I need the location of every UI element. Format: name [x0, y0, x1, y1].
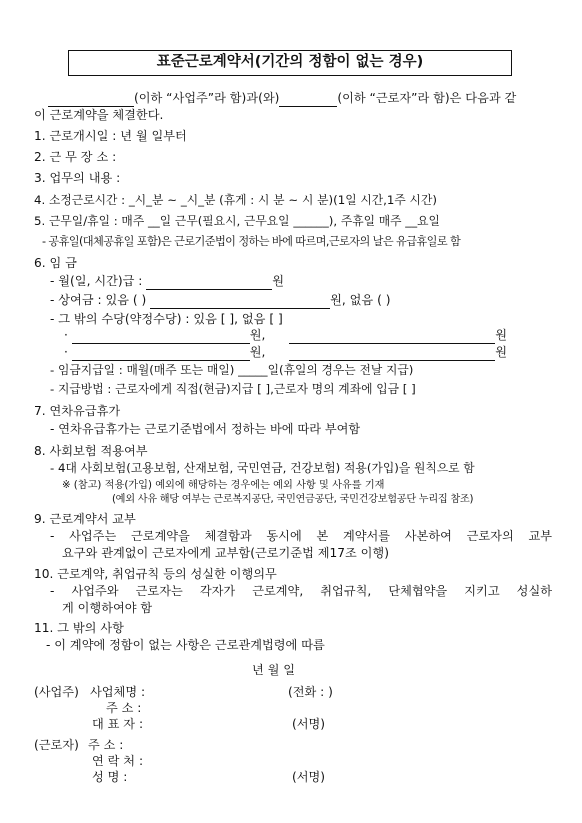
wage-payment-method: - 지급방법 : 근로자에게 직접(현금)지급 [ ],근로자 명의 계좌에 입금 [ ] [50, 382, 416, 396]
allowance-unit-end: 원 [495, 345, 508, 359]
worker-sign: (서명) [292, 770, 326, 784]
bonus-no-label: 원, 없음 ( ) [330, 293, 391, 307]
allowance-bullet: · [64, 345, 68, 359]
allowance-name-blank-2[interactable] [289, 331, 495, 344]
section-11-other: 11. 그 밖의 사항 [34, 621, 124, 635]
allowance-row-1 [64, 327, 507, 344]
section-8-social-insurance: 8. 사회보험 적용여부 [34, 444, 148, 458]
section-8-note: - 4대 사회보험(고용보험, 산재보험, 국민연금, 건강보험) 적용(가입)을 원칙으로 함 [50, 461, 475, 475]
wage-monthly-line [50, 273, 284, 290]
worker-address-label: 주 소 : [88, 738, 124, 752]
wage-monthly-label: - 월(일, 시간)급 : [50, 274, 143, 288]
wage-monthly-blank[interactable] [146, 277, 272, 290]
intro-text-2: (이하 “근로자”라 함)은 다음과 같 [337, 91, 517, 105]
section-9-contract-delivery: 9. 근로계약서 교부 [34, 512, 136, 526]
section-8-reference-2: (예외 사유 해당 여부는 근로복지공단, 국민연금공단, 국민건강보험공단 누리집 참조) [112, 494, 474, 505]
section-5-holiday-note: - 공휴일(대체공휴일 포함)은 근로기준법이 정하는 바에 따르며,근로자의 날은 유급휴일로 함 [42, 235, 461, 248]
section-6-wages: 6. 임 금 [34, 256, 77, 270]
intro-line-1 [48, 90, 516, 107]
employer-biz-name-label: 사업체명 : [90, 685, 146, 699]
page-title: 표준근로계약서(기간의 정함이 없는 경우) [68, 50, 512, 76]
employer-phone: (전화 : ) [288, 685, 333, 699]
contract-date: 년 월 일 [252, 663, 296, 677]
allowance-unit: 원, [249, 328, 266, 342]
employer-role: (사업주) [34, 685, 79, 699]
section-8-reference: ※ (참고) 적용(가입) 예외에 해당하는 경우에는 예외 사항 및 사유를 기재 [62, 480, 385, 491]
worker-contact-label: 연 락 처 : [92, 754, 144, 768]
employer-name-blank[interactable] [48, 94, 134, 107]
wage-monthly-unit: 원 [272, 274, 285, 288]
employer-address-label: 주 소 : [106, 701, 142, 715]
section-4-working-hours: 4. 소정근로시간 : _시_분 ~ _시_분 (휴게 : 시 분 ~ 시 분)(1일 시간,1주 시간) [34, 193, 437, 207]
allowance-name-blank-1[interactable] [72, 331, 250, 344]
employer-sign: (서명) [292, 717, 326, 731]
wage-bonus-line [50, 292, 390, 309]
allowance-name-blank-4[interactable] [289, 348, 495, 361]
wage-other-allowance: - 그 밖의 수당(약정수당) : 있음 [ ], 없음 [ ] [50, 312, 283, 326]
allowance-unit-end: 원 [495, 328, 508, 342]
section-5-workdays: 5. 근무일/휴일 : 매주 __일 근무(필요시, 근무요일 ______), 주휴일 매주 __요일 [34, 214, 440, 228]
bonus-amount-blank[interactable] [150, 296, 330, 309]
section-9-note-1: - 사업주는 근로계약을 체결함과 동시에 본 계약서를 사본하여 근로자의 교부 [50, 529, 552, 543]
section-1-start-date: 1. 근로개시일 : 년 월 일부터 [34, 129, 187, 143]
allowance-bullet: · [64, 328, 68, 342]
section-2-workplace: 2. 근 무 장 소 : [34, 150, 117, 164]
worker-name-blank[interactable] [279, 94, 337, 107]
intro-line-2: 이 근로계약을 체결한다. [34, 108, 164, 122]
allowance-row-2 [64, 344, 507, 361]
section-10-note-1: - 사업주와 근로자는 각자가 근로계약, 취업규칙, 단체협약을 지키고 성실하 [50, 584, 552, 598]
section-10-note-2: 게 이행하여야 함 [62, 601, 153, 615]
allowance-name-blank-3[interactable] [72, 348, 250, 361]
worker-name-label: 성 명 : [92, 770, 128, 784]
section-10-faithful-performance: 10. 근로계약, 취업규칙 등의 성실한 이행의무 [34, 567, 277, 581]
worker-role: (근로자) [34, 738, 79, 752]
section-11-note: - 이 계약에 정함이 없는 사항은 근로관계법령에 따름 [46, 638, 325, 652]
section-3-job-description: 3. 업무의 내용 : [34, 171, 121, 185]
wage-payday: - 임금지급일 : 매월(매주 또는 매일) _____일(휴일의 경우는 전날 지급) [50, 363, 414, 377]
section-7-annual-leave: 7. 연차유급휴가 [34, 404, 121, 418]
allowance-unit: 원, [249, 345, 266, 359]
section-9-note-2: 요구와 관계없이 근로자에게 교부함(근로기준법 제17조 이행) [62, 546, 389, 560]
employer-rep-label: 대 표 자 : [92, 717, 144, 731]
section-7-note: - 연차유급휴가는 근로기준법에서 정하는 바에 따라 부여함 [50, 422, 361, 436]
intro-text-1: (이하 “사업주”라 함)과(와) [134, 91, 280, 105]
bonus-yes-label: - 상여금 : 있음 ( ) [50, 293, 147, 307]
